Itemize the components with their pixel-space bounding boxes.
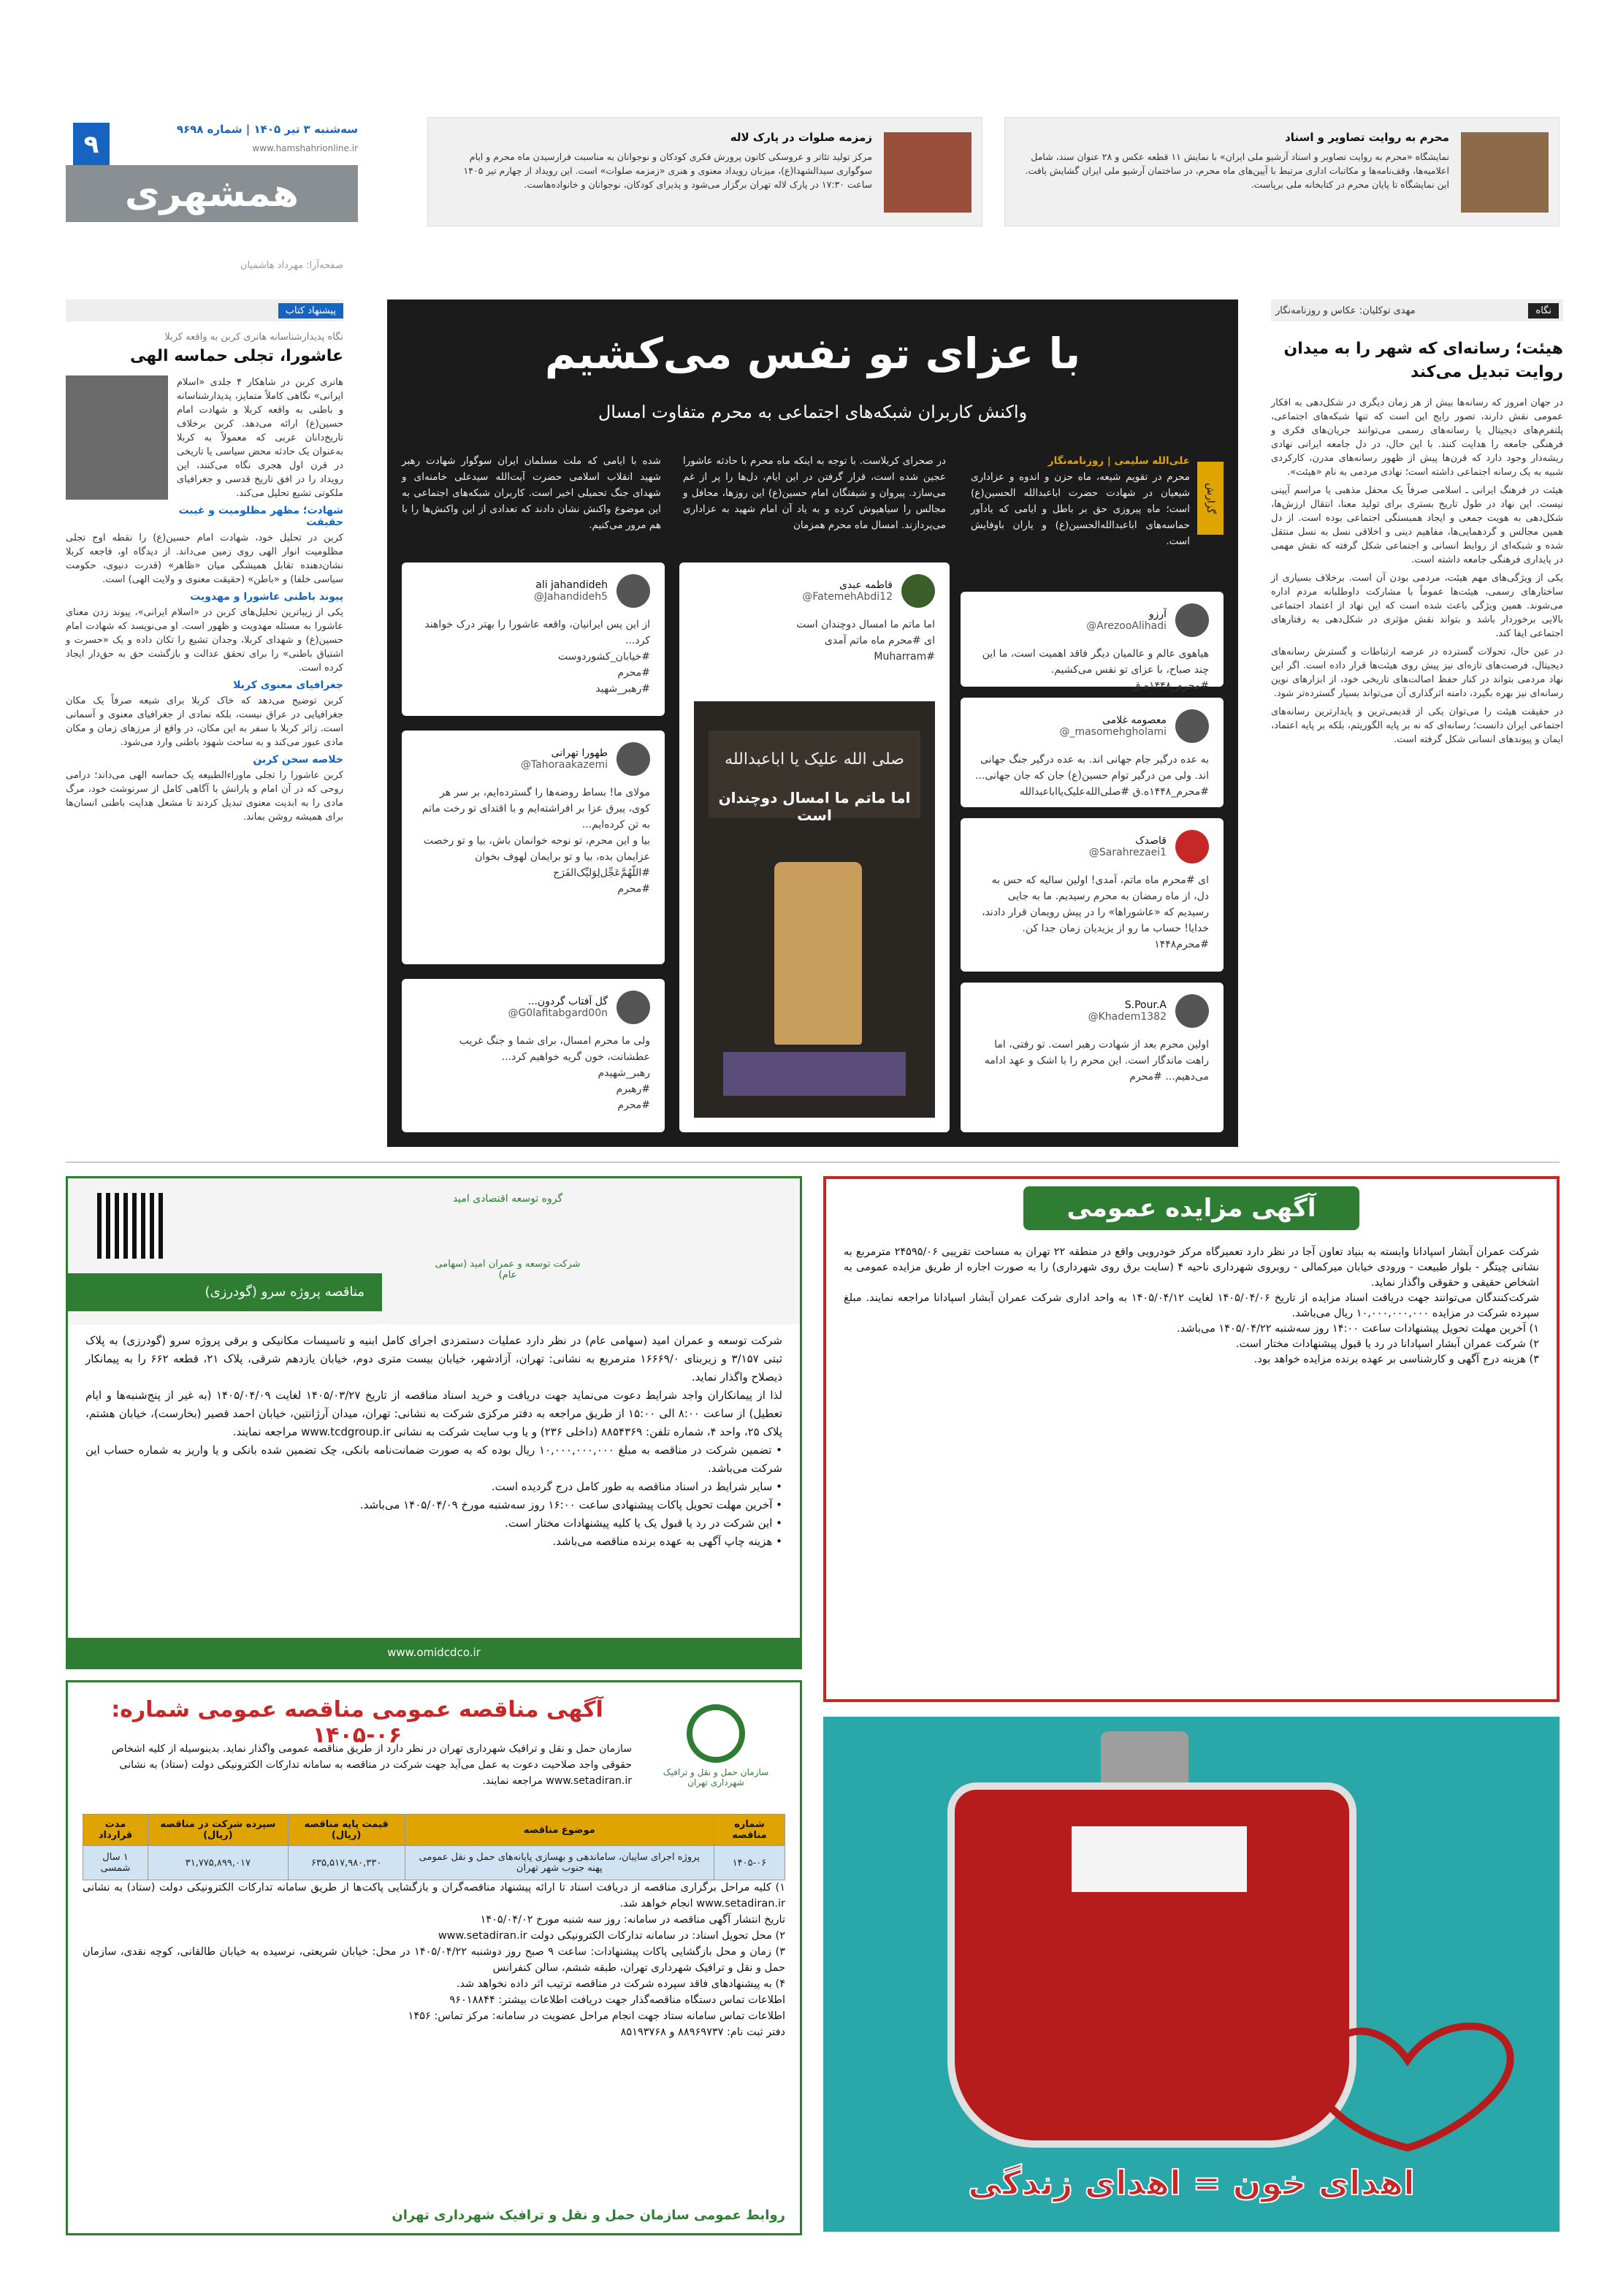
omid-website[interactable]: www.omidcdco.ir (68, 1638, 800, 1667)
tender-body: ۱) کلیه مراحل برگزاری مناقصه از دریافت اسناد تا ارائه پیشنهاد مناقصه‌گران و بازگشایی پاکت‌ها از طریق سامانه تدارکات الکترونیکی دولت (ستاد) به نشانی www.setadiran.ir انجام خواهد شد. تاریخ انتشار آگهی مناقصه در سامانه: روز سه شنبه مورخ ۱۴۰۵/۰۴/۰۲ ۲) محل تحویل اسناد: در سامانه تدارکات الکترونیکی دولت www.setadiran.ir ۳) زمان و محل بازگشایی پاکات پیشنهادات: ساعت ۹ صبح روز دوشنبه ۱۴۰۵/۰۴/۲۲ در محل: خیابان شریعتی، نرسیده به خیابان طالقانی، کوچه نقدی، سازمان حمل و نقل و ترافیک شهرداری تهران، طبقه ششم، سالن کنفرانس ۴) به پیشنهادهای فاقد سپرده شرکت در مناقصه ترتیب اثر داده نخواهد شد. اطلاعات تماس دستگاه مناقصه‌گذار جهت دریافت اطلاعات بیشتر: ۹۶۰۱۸۸۴۴ اطلاعات تماس سامانه ستاد جهت انجام مراحل عضویت در سامانه: مرکز تماس: ۱۴۵۶ دفتر ثبت نام: ۸۸۹۶۹۷۳۷ و ۸۵۱۹۳۷۶۸ (83, 1882, 786, 2038)
feature-subtitle: واکنش کاربران شبکه‌های اجتماعی به محرم متفاوت امسال (598, 402, 1028, 422)
auction-body: شرکت عمران آبشار اسپادانا وابسته به بنیاد تعاون آجا در نظر دارد تعمیرگاه مرکز خودرویی واقع در منطقه ۲۲ تهران به مساحت تقریبی ۲۴۵۹۵/۰۶ مترمربع به نشانی چیتگر - بلوار طبیعت - ورودی خیابان میرکمالی - روبروی شهرداری ناحیه ۴ (سایت برق روی شهرداری) را به صورت اجاره از طریق مزایده عمومی به اشخاص حقیقی و حقوقی واگذار نماید. شرکت‌کنندگان می‌توانند جهت دریافت اسناد مزایده از تاریخ ۱۴۰۵/۰۴/۰۶ لغایت ۱۴۰۵/۰۴/۱۲ به واحد اداری شرکت عمران آبشار اسپادانا مراجعه نمایند. مبلغ سپرده شرکت در مزایده ۱۰,۰۰۰,۰۰۰,۰۰۰ ریال می‌باشد. ۱) آخرین مهلت تحویل پیشنهادات ساعت ۱۴:۰۰ روز سه‌شنبه ۱۴۰۵/۰۴/۲۲ می‌باشد. ۲) شرکت عمران آبشار اسپادانا در رد یا قبول پیشنهادات مختار است. ۳) هزینه درج آگهی و کارشناسی بر عهده برنده مزایده خواهد بود. (844, 1246, 1539, 1365)
user-name: ali jahandideh (535, 579, 608, 591)
top-item-text: نمایشگاه «محرم به روایت تصاویر و اسناد آرشیو ملی ایران» با نمایش ۱۱ قطعه عکس و ۲۸ عنوان سند، شامل اعلامیه‌ها، وقف‌نامه‌ها و مکاتبات اداری مرتبط با آیین‌های ماه محرم، در ساختمان آرشیو ملی ایران گشایش یافت. این نمایشگاه تا پایان محرم در کتابخانه ملی برپاست. (1025, 151, 1449, 190)
archive-photo-thumbnail (1461, 132, 1549, 213)
page-editor-credit: صفحه‌آرا: مهرداد هاشمیان (240, 260, 343, 271)
report-tag: گزارش (1197, 462, 1224, 535)
column-header: شماره مناقصه (714, 1815, 785, 1846)
tweet-text: مولای ما! بساط روضه‌ها را گسترده‌ایم، بر سر هر کوی، پیرق عزا بر افراشته‌ایم و با اقتدای تو رخت ماتم به تن کرده‌ایم... بیا و این محرم، تو نوحه خوانمان باش، بیا و تو رخصت عزایمان بده، بیا و تو برایمان لهوف بخوان #اللّهُمَّ‌عَجِّل‌لِوَلیِّک‌الفَرَج #محرم (421, 787, 650, 895)
book-headline: عاشورا، تجلی حماسه الهی (129, 347, 343, 365)
tweet-header (975, 603, 1209, 637)
user-handle: @Khadem1382 (1088, 1011, 1167, 1023)
tweet-text: ولی ما محرم امسال، برای شما و جنگ غریب عطشانت، خون گریه خواهیم کرد... رهبر_شهیدم #رهبرم #محرم (459, 1035, 650, 1111)
book-subhead: نگاه پدیدارشناسانه هانری کربن به واقعه کربلا (164, 332, 343, 343)
tweet-card[interactable] (402, 979, 665, 1132)
auction-title: آگهی مزایده عمومی (1023, 1186, 1359, 1230)
section-text: کربن در تحلیل خود، شهادت امام حسین(ع) را نقطه اوج تجلی مظلومیت انوار الهی روی زمین می‌داند. از دیدگاه او، فاجعه کربلا نشان‌دهنده تقابل همیشگی میان «ظاهر» (قدرت دنیوی، حکومت سیاسی خلفا) و «باطن» (حقیقت معنوی و ولایت الهی) است. (66, 533, 343, 585)
feature-column: شده با ایامی که ملت مسلمان ایران سوگوار شهادت رهبر شهید انقلاب اسلامی حضرت آیت‌الله سیدعلی خامنه‌ای و شهدای جنگ تحمیلی اخیر است. کاربران شبکه‌های اجتماعی به این موضوع واکنش نشان دادند که تعدادی از این واکنش‌ها را با هم مرور می‌کنیم. (402, 455, 661, 531)
user-handle: @Sarahrezaei1 (1088, 847, 1167, 858)
feature-panel (387, 300, 1238, 1147)
section-heading: شهادت؛ مظهر مظلومیت و غیبت حقیقت (178, 505, 343, 528)
table-header-row (83, 1815, 785, 1846)
user-name: قاصدک (1135, 835, 1167, 847)
blood-donation-ad (823, 1717, 1560, 2232)
tehran-transport-tender-ad (66, 1680, 802, 2235)
tehran-transport-logo (646, 1704, 785, 1788)
user-handle: @Jahandideh5 (533, 591, 608, 603)
feature-column: در صحرای کربلاست. با توجه به اینکه ماه محرم با حادثه عاشورا عجین شده است، قرار گرفتن در این ایام، دل‌ها را پر از غم می‌سازد. پیروان و شیفتگان امام حسین(ع) این روزها، محافل و مجالس را سیاهپوش کرده و به یاد آن امام شهید به عزاداری می‌پردازند. امسال ماه محرم همزمان (683, 455, 946, 531)
column-header: مدت قرارداد (83, 1815, 148, 1846)
author-portrait (66, 375, 168, 500)
tweet-text: از این پس ایرانیان، واقعه عاشورا را بهتر درک خواهند کرد... #خیابان_کشوردوست #محرم #رهبر_شهید (424, 619, 650, 695)
feature-column (971, 453, 1190, 549)
omid-tender-ad (66, 1176, 802, 1669)
blood-slogan: اهدای خون = اهدای زندگی (968, 2163, 1415, 2202)
book-column (66, 300, 343, 824)
user-handle: @FatemehAbdi12 (802, 591, 893, 603)
heart-tube-icon (1291, 2009, 1524, 2155)
paragraph: یکی از ویژگی‌های مهم هیئت، مردمی بودن آن است. برخلاف بسیاری از ساختارهای رسمی، هیئت‌ها عموماً با مشارکت داوطلبانه مردم اداره می‌شوند. همین ویژگی باعث شده است که این نهاد از اعتماد اجتماعی بالایی برخوردار باشد و بتواند نقش مؤثری در شکل‌دهی به رفتارهای اجتماعی ایفا کند. (1271, 573, 1563, 639)
omid-company-logo: شرکت توسعه و عمران امید (سهامی عام) (435, 1259, 581, 1281)
tweet-card[interactable] (961, 818, 1224, 972)
section-text: یکی از زیباترین تحلیل‌های کربن در «اسلام ایرانی»، پیوند زدن معنای عاشورا به مسئله مهدویت و ظهور است. او می‌نویسد که شهادت امام حسین(ع) و شهدای کربلا، وجدان تشیع را تکان داده و یک «حسرت و اشتیاق باطنی» را برای تحقق عدالت و بازگشت حق به حق‌دار ایجاد کرده است. (66, 607, 343, 674)
empty-chair-shape (774, 862, 862, 1045)
site-url[interactable]: www.hamshahrionline.ir (252, 143, 358, 153)
tweet-header (694, 574, 935, 608)
table-cell: ۱۴۰۵-۰۶ (714, 1846, 785, 1880)
top-item (1004, 117, 1560, 226)
paragraph: هیئت در فرهنگ ایرانی ـ اسلامی صرفاً یک محفل مذهبی یا مراسم آیینی نیست. این نهاد در طول تاریخ بستری برای تولید معنا، انتقال ارزش‌ها، شکل‌دهی به هویت جمعی و ایجاد همبستگی اجتماعی بوده است. از دل همین مجالس و گردهمایی‌ها، مفاهیم دینی و اخلاقی نسل به نسل منتقل شده و شبکه‌ای از روابط انسانی و اجتماعی شکل گرفته که نقش مهمی در پایداری فرهنگی جامعه داشته است. (1271, 485, 1563, 565)
paragraph: در جهان امروز که رسانه‌ها بیش از هر زمان دیگری در شکل‌دهی به افکار عمومی نقش دارند، تصور رایج این است که تنها شبکه‌های اجتماعی، پلتفرم‌های دیجیتال یا رسانه‌های رسمی می‌توانند جریان‌های فکری و فرهنگی جامعه را هدایت کنند. با این حال، در دل جامعه ایرانی نهادی ریشه‌دار وجود دارد که قرن‌ها پیش از ظهور رسانه‌های مدرن، کارکردی شبیه به یک رسانه اجتماعی داشته است؛ نهادی مردمی به نام «هیئت». (1271, 397, 1563, 478)
section-heading: پیوند باطنی عاشورا و مهدویت (190, 591, 343, 603)
byline: علی‌الله سلیمی | روزنامه‌نگار (1047, 455, 1190, 467)
tweet-header (975, 830, 1209, 863)
tweet-text: ای #محرم ماه ماتم، آمدی! اولین سالیه که حس به دل، از ماه رمضان به محرم رسیدیم. ما به جایی رسیدیم که «عاشوراها» را در پیش رویمان قرار دادند، خدایا! حساب ما رو از یزیدیان زمان جدا کن. #محرم۱۴۴۸ (982, 874, 1209, 950)
table-cell: ۱ سال شمسی (83, 1846, 148, 1880)
calligraphy: صلی الله علیک یا اباعبدالله (725, 750, 904, 768)
section-label: نگاه (1528, 303, 1559, 319)
section-label: پیشنهاد کتاب (278, 303, 343, 319)
column-header: سپرده شرکت در مناقصه (ریال) (148, 1815, 289, 1846)
section-text: کربن عاشورا را تجلی ماوراءالطبیعه یک حماسه الهی می‌داند؛ درامی روحی که در آن امام و یارانش با آگاهی کامل از سرنوشت خود، مرگ مادی را به ابدیت معنوی تبدیل کردند تا مشعل هدایت باطنی انسان‌ها برای همیشه روشن بماند. (66, 770, 343, 823)
tweet-card[interactable] (961, 983, 1224, 1132)
table-row (83, 1846, 785, 1880)
issue-line: سه‌شنبه ۳ تیر ۱۴۰۵ | شماره ۹۶۹۸ (176, 123, 358, 136)
banner-slogan: اما ماتم ما امسال دوچندان است (718, 789, 911, 824)
tweet-text: اولین محرم بعد از شهادت رهبر است. تو رفتی، اما راهت ماندگار است. این محرم را با اشک و عهد ادامه می‌دهیم... #محرم (984, 1039, 1209, 1083)
blood-bag-label (1072, 1826, 1247, 1892)
user-name: فاطمه عبدی (839, 579, 893, 591)
avatar (1175, 830, 1209, 863)
opinion-headline: هیئت؛ رسانه‌ای که شهر را به میدان روایت تبدیل می‌کند (1283, 340, 1563, 381)
user-name: آرزو (1148, 609, 1167, 620)
avatar (901, 574, 935, 608)
user-handle: @_masomehgholami (1059, 726, 1167, 738)
author-credit: مهدی توکلیان: عکاس و روزنامه‌نگار (1275, 305, 1416, 316)
table-cell: پروژه اجرای سایبان، ساماندهی و بهسازی پایانه‌های حمل و نقل عمومی پهنه جنوب شهر تهران (405, 1846, 714, 1880)
tweet-card[interactable] (402, 562, 665, 716)
organization-emblem-icon (687, 1704, 745, 1763)
user-handle: @Tahoraakazemi (520, 759, 608, 771)
tweet-header (975, 994, 1209, 1028)
tweet-header (975, 709, 1209, 743)
mourning-banner (709, 731, 920, 824)
tweet-text: هیاهوی عالم و عالمیان دیگر فاقد اهمیت است، ما این چند صباح، با عزای تو نفس می‌کشیم. #محرم_۱۴۴۸ه.ق (982, 648, 1209, 692)
mourning-chair-image (694, 701, 935, 1118)
tender-signature: روابط عمومی سازمان حمل و نقل و ترافیک شهرداری تهران (392, 2208, 785, 2223)
top-item (427, 117, 982, 226)
top-news-strip (66, 117, 1560, 226)
omid-group-logo: گروه توسعه اقتصادی امید (452, 1193, 563, 1205)
user-name: معصومه غلامی (1102, 714, 1167, 726)
tweet-header (416, 991, 650, 1024)
table-cell: ۳۱,۷۷۵,۸۹۹,۰۱۷ (148, 1846, 289, 1880)
user-name: طهورا تهرانی (551, 747, 608, 759)
user-handle: @G0lafitabgard00n (508, 1007, 608, 1019)
avatar (617, 574, 650, 608)
avatar (617, 991, 650, 1024)
section-text: کربن توضیح می‌دهد که خاک کربلا برای شیعه صرفاً یک مکان جغرافیایی در عراق نیست، بلکه نمادی از جغرافیای معنوی و آسمانی است. زائر کربلا با سفر به این مکان، در واقع از مرزهای زمان و مکان مادی عبور می‌کند و به ساحت شهود باطنی وارد می‌شود. (66, 695, 343, 748)
newspaper-logo: همشهری (66, 165, 358, 222)
user-name: گل آفتاب گردون... (527, 996, 608, 1007)
section-heading: خلاصه سخن کربن (253, 754, 343, 766)
opinion-column (1271, 300, 1563, 747)
carpet-shape (723, 1052, 906, 1096)
tender-title: آگهی مناقصه عمومی مناقصه عمومی شماره: ۰۶-۱۴۰۵ (111, 1697, 603, 1748)
park-event-thumbnail (884, 132, 972, 213)
top-item-title: محرم به روایت تصاویر و اسناد (1285, 131, 1449, 144)
qr-code-icon[interactable] (97, 1193, 163, 1259)
paragraph: در عین حال، تحولات گسترده در عرصه ارتباطات و گسترش رسانه‌های دیجیتال، فرصت‌های تازه‌ای نیز پیش روی هیئت‌ها قرار داده است. اگر این نهاد مردمی بتواند در کنار حفظ اصالت‌های تاریخی خود، از ابزارهای نوین رسانه‌ای نیز بهره بگیرد، دامنه اثرگذاری آن می‌تواند بسیار گسترده‌تر شود. (1271, 647, 1563, 699)
top-item-text: مرکز تولید تئاتر و عروسکی کانون پرورش فکری کودکان و نوجوانان به مناسبت فرارسیدن ماه محرم و ایام سوگواری سیدالشهدا(ع)، میزبان رویداد معنوی و هنری «زمزمه صلوات» است. این رویداد از چهارم تیر ۱۴۰۵ ساعت ۱۷:۳۰ در پارک لاله تهران برگزار می‌شود و پذیرای کودکان، نوجوانان و خانواده‌هاست. (463, 151, 872, 190)
logo-caption: سازمان حمل و نقل و ترافیک شهرداری تهران (663, 1767, 769, 1788)
feature-title: با عزای تو نفس می‌کشیم (544, 329, 1081, 378)
auction-ad (823, 1176, 1560, 1702)
section-divider (66, 1162, 1560, 1163)
tweet-text: به عده درگیر جام جهانی اند. به عده درگیر جنگ جهانی اند. ولی من درگیر توام حسین(ع) جان که جان جهانی... #محرم_۱۴۴۸ه.ق #صلی‌الله‌علیک‌یااباعبدالله (975, 754, 1209, 798)
omid-banner (68, 1178, 800, 1324)
tweet-header (416, 574, 650, 608)
tweet-card[interactable] (961, 592, 1224, 692)
user-name: S.Pour.A (1124, 999, 1167, 1011)
blood-bag-cap (1101, 1731, 1188, 1790)
avatar (1175, 709, 1209, 743)
paragraph: در حقیقت هیئت را می‌توان یکی از قدیمی‌ترین و پایدارترین رسانه‌های اجتماعی ایران دانست؛ رسانه‌ای که نه بر پایه الگوریتم، بلکه بر پایه اعتماد، ایمان و پیوندهای انسانی شکل گرفته است. (1271, 706, 1563, 745)
avatar (617, 742, 650, 776)
tender-intro: سازمان حمل و نقل و ترافیک شهرداری تهران در نظر دارد از طریق مناقصه عمومی واگذار نماید. بدینوسیله از کلیه اشخاص حقوقی واجد صلاحیت دعوت به عمل می‌آید جهت شرکت در مناقصه به سامانه تدارکات الکترونیکی دولت (ستاد) به نشانی www.setadiran.ir مراجعه نمایند. (111, 1743, 632, 1787)
opinion-tagbar (1271, 300, 1563, 321)
table-cell: ۶۳۵,۵۱۷,۹۸۰,۳۳۰ (288, 1846, 405, 1880)
column-header: موضوع مناقصه (405, 1815, 714, 1846)
tweet-card[interactable] (961, 698, 1224, 807)
book-tagbar (66, 300, 343, 321)
page-number: ۹ (73, 123, 110, 167)
tweet-text: اما ماتم ما امسال دوچندان است ای #محرم ماه ماتم آمدی #Muharram (796, 619, 935, 663)
user-handle: @ArezooAlihadi (1086, 620, 1167, 632)
tender-label-bar: مناقصه پروژه سرو (گودرزی) (68, 1273, 382, 1311)
book-intro: هانری کربن در شاهکار ۴ جلدی «اسلام ایرانی» نگاهی کاملاً متمایز، پدیدارشناسانه و باطنی به واقعه کربلا و شهادت امام حسین(ع) ارائه می‌دهد. کربن برخلاف تاریخ‌دانان غربی که معمولاً به کربلا به‌عنوان یک حادثه محض سیاسی یا تاریخی در قرن اول هجری نگاه می‌کنند، این رویداد را در افق تاریخ قدسی و جغرافیای ملکوتی تشیع تحلیل می‌کند. (177, 377, 343, 499)
tweet-card[interactable] (402, 731, 665, 964)
tender-table (83, 1814, 785, 1880)
image-tweet-card[interactable] (679, 562, 950, 1132)
avatar (1175, 994, 1209, 1028)
section-heading: جغرافیای معنوی کربلا (233, 679, 343, 691)
top-item-title: زمزمه صلوات در پارک لاله (730, 131, 872, 144)
tweet-header (416, 742, 650, 776)
omid-body: شرکت توسعه و عمران امید (سهامی عام) در نظر دارد عملیات دستمزدی اجرای کامل ابنیه و تاسیسات مکانیکی و برقی پروژه سرو (گودرزی) به پلاک ثبتی ۳/۱۵۷ و زیربنای ۱۶۶۶۹/۰ مترمربع به نشانی: تهران، آزادشهر، خیابان بیست متری دوم، خیابان یازدهم شرقی، پلاک ۲۱، قطعه ۶۶۲ را به پیمانکار ذیصلاح واگذار نماید. لذا از پیمانکاران واجد شرایط دعوت می‌نماید جهت دریافت و خرید اسناد مناقصه از تاریخ ۱۴۰۵/۰۳/۲۷ لغایت ۱۴۰۵/۰۴/۰۹ (به غیر از پنج‌شنبه‌ها و ایام تعطیل) از ساعت ۸:۰۰ الی ۱۵:۰۰ از طریق مراجعه به دفتر مرکزی شرکت به نشانی: تهران، میدان آرژانتین، خیابان احمد قصیر (بخارست)، خیابان هشتم، پلاک ۲۵، واحد ۴، شماره تلفن: ۸۸۵۴۳۶۹ (داخلی ۲۳۶) و یا وب سایت شرکت به نشانی www.tcdgroup.ir مراجعه نمایند. • تضمین شرکت در مناقصه به مبلغ ۱۰,۰۰۰,۰۰۰,۰۰۰ ریال بوده که به صورت ضمانت‌نامه بانکی، چک تضمین شده بانکی و یا واریز به شماره حساب این شرکت می‌باشد. • سایر شرایط در اسناد مناقصه به طور کامل درج گردیده است. • آخرین مهلت تحویل پاکات پیشنهادی ساعت ۱۶:۰۰ روز سه‌شنبه مورخ ۱۴۰۵/۰۴/۰۹ می‌باشد. • این شرکت در رد یا قبول یک یا کلیه پیشنهادات مختار است. • هزینه چاپ آگهی به عهده برنده مناقصه می‌باشد. (85, 1334, 782, 1548)
feature-text: محرم در تقویم شیعه، ماه حزن و اندوه و عزاداری شیعیان در شهادت حضرت اباعبدالله الحسین(ع) است؛ ماه پیروزی حق بر باطل و ایامی که یادآور حماسه‌های اباعبدالله‌الحسین(ع) و یاران باوفایش است. (971, 471, 1190, 547)
avatar (1175, 603, 1209, 637)
column-header: قیمت پایه مناقصه (ریال) (288, 1815, 405, 1846)
